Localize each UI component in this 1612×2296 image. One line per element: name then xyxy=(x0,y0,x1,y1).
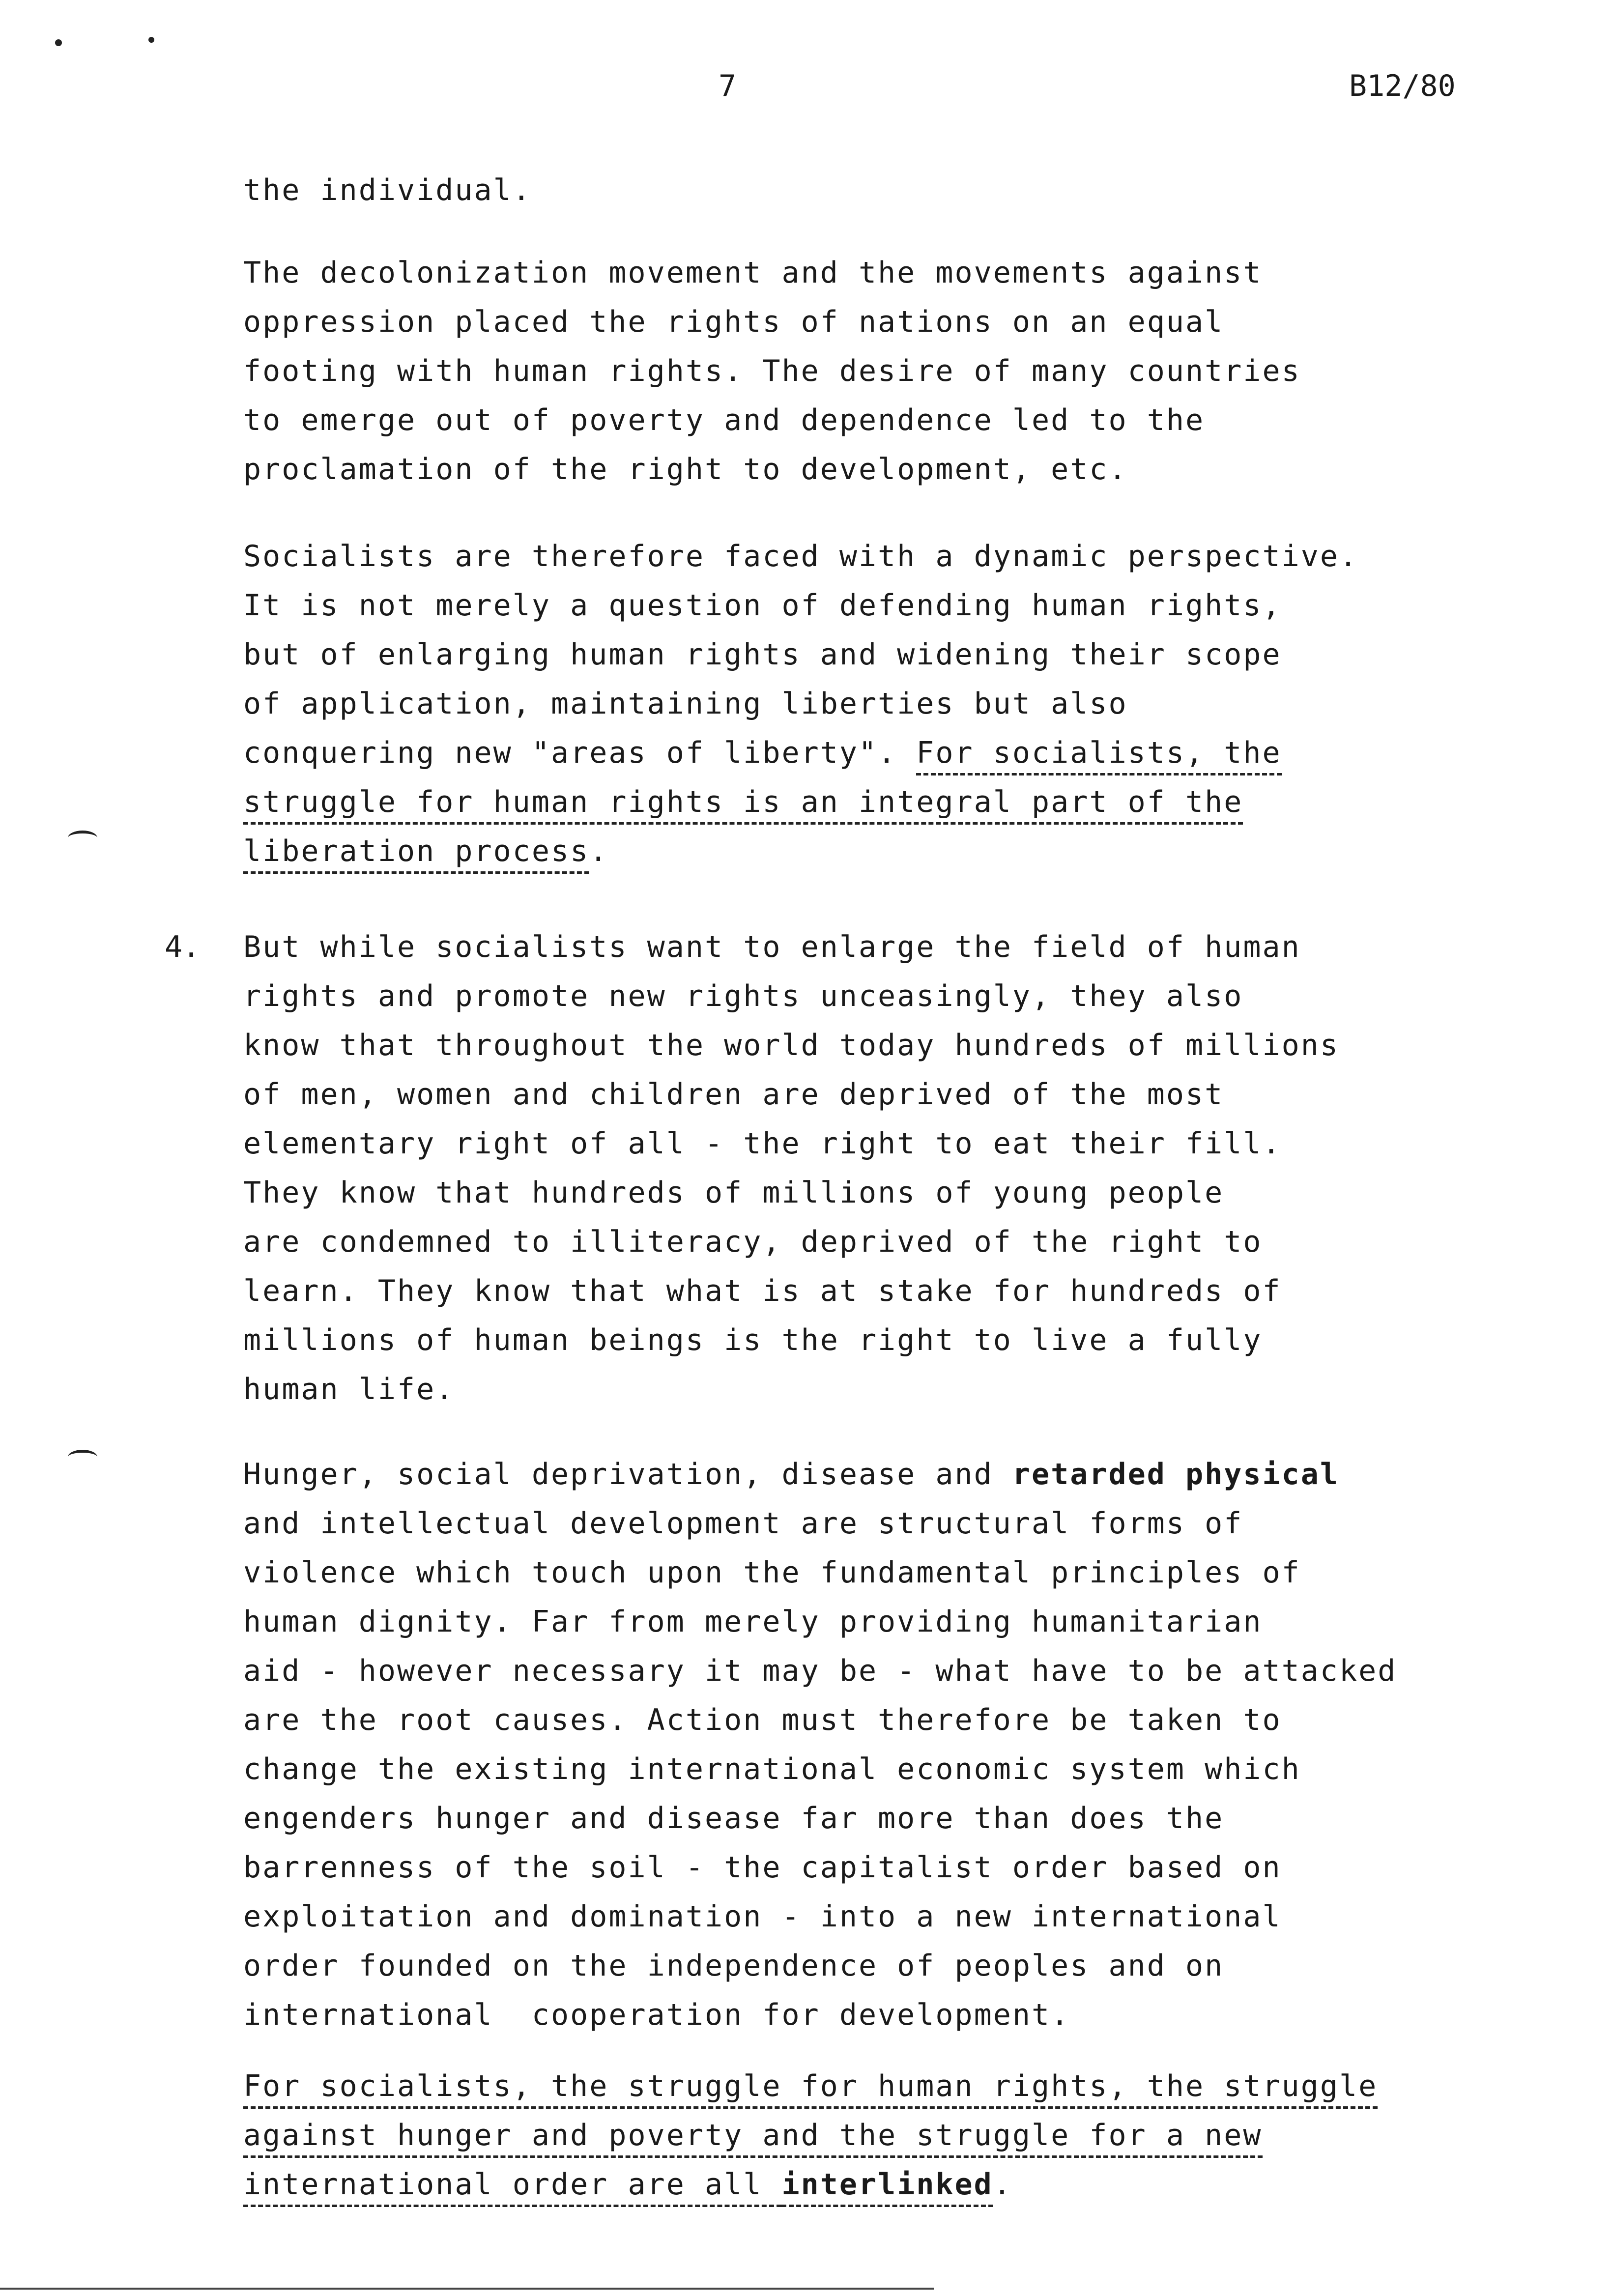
text-line xyxy=(243,1602,1263,1641)
text-segment: and intellectual development are structural forms of xyxy=(243,1506,1243,1541)
text-line xyxy=(243,1320,1263,1360)
text-line xyxy=(243,1370,455,1409)
text-segment: of application, maintaining liberties but also xyxy=(243,687,1128,721)
text-line xyxy=(243,1848,1282,1887)
text-line xyxy=(243,684,1128,723)
margin-mark xyxy=(68,1450,97,1464)
text-line xyxy=(243,450,1128,489)
text-segment: barrenness of the soil - the capitalist order based on xyxy=(243,1850,1282,1885)
text-segment: proclamation of the right to development, etc. xyxy=(243,452,1128,487)
text-segment: millions of human beings is the right to live a fully xyxy=(243,1323,1263,1357)
bottom-rule xyxy=(0,2288,934,2290)
text-segment: of men, women and children are deprived of the most xyxy=(243,1077,1224,1112)
document-reference: B12/80 xyxy=(1349,69,1456,103)
text-segment: Socialists are therefore faced with a dynamic perspective. xyxy=(243,539,1359,574)
text-segment: Hunger, social deprivation, disease and xyxy=(243,1457,1012,1492)
text-segment: human life. xyxy=(243,1372,455,1406)
text-segment: learn. They know that what is at stake for hundreds of xyxy=(243,1274,1282,1308)
text-segment: international cooperation for development. xyxy=(243,1998,1070,2032)
text-line xyxy=(243,253,1263,292)
text-segment: are the root causes. Action must therefore be taken to xyxy=(243,1703,1282,1737)
text-segment: footing with human rights. The desire of many countries xyxy=(243,354,1301,388)
text-line xyxy=(243,2165,1012,2204)
text-line xyxy=(243,635,1282,674)
underlined-text: For socialists, the struggle for human rights, the struggle xyxy=(243,2069,1378,2109)
text-segment: rights and promote new rights unceasingly, they also xyxy=(243,979,1243,1013)
text-segment: aid - however necessary it may be - what have to be attacked xyxy=(243,1654,1397,1688)
text-segment: know that throughout the world today hundreds of millions xyxy=(243,1028,1340,1062)
text-segment: change the existing international economic system which xyxy=(243,1752,1301,1786)
text-segment: oppression placed the rights of nations on an equal xyxy=(243,305,1224,339)
text-line xyxy=(243,351,1301,391)
underlined-text: For socialists, the xyxy=(916,736,1281,775)
margin-mark xyxy=(68,831,97,845)
text-line xyxy=(243,976,1243,1016)
text-segment: but of enlarging human rights and widening their scope xyxy=(243,637,1282,672)
text-line xyxy=(243,171,532,210)
scan-dot xyxy=(55,39,62,46)
text-segment: . xyxy=(993,2167,1012,2202)
text-line xyxy=(243,586,1282,625)
page-number: 7 xyxy=(719,69,737,103)
text-line xyxy=(243,2116,1263,2155)
text-segment: . xyxy=(589,834,609,868)
text-segment: But while socialists want to enlarge the field of human xyxy=(243,930,1301,964)
text-segment: engenders hunger and disease far more than does the xyxy=(243,1801,1224,1836)
text-line xyxy=(243,1651,1397,1691)
text-line xyxy=(243,1455,1339,1494)
text-segment: the individual. xyxy=(243,173,532,207)
text-line xyxy=(243,1026,1339,1065)
underlined-text: interlinked xyxy=(781,2167,993,2207)
text-line xyxy=(243,1995,1070,2035)
text-segment: It is not merely a question of defending human rights, xyxy=(243,588,1282,623)
text-line xyxy=(243,1799,1224,1838)
text-line xyxy=(243,1897,1282,1936)
underlined-text: struggle for human rights is an integral part of the xyxy=(243,785,1243,825)
text-segment: to emerge out of poverty and dependence led to the xyxy=(243,403,1205,437)
underlined-text: against hunger and poverty and the struggle for a new xyxy=(243,2118,1263,2158)
text-line xyxy=(243,1222,1263,1262)
underlined-text: international order are all xyxy=(243,2167,781,2207)
text-line xyxy=(243,537,1358,576)
scan-dot xyxy=(148,37,154,43)
text-line xyxy=(243,401,1205,440)
text-segment: exploitation and domination - into a new international xyxy=(243,1899,1282,1934)
text-line xyxy=(243,1271,1282,1311)
text-line xyxy=(243,927,1301,967)
text-segment: They know that hundreds of millions of young people xyxy=(243,1176,1224,1210)
text-line xyxy=(243,733,1282,773)
text-segment: order founded on the independence of peoples and on xyxy=(243,1949,1224,1983)
text-line xyxy=(243,302,1224,342)
text-line xyxy=(243,1946,1224,1985)
text-line xyxy=(243,1075,1224,1114)
text-segment: elementary right of all - the right to eat their fill. xyxy=(243,1126,1282,1161)
text-line xyxy=(243,1750,1301,1789)
text-segment: human dignity. Far from merely providing humanitarian xyxy=(243,1605,1263,1639)
text-segment: conquering new "areas of liberty". xyxy=(243,736,917,770)
text-line xyxy=(243,1700,1282,1740)
text-line xyxy=(243,1553,1301,1592)
underlined-text: liberation process xyxy=(243,834,589,874)
text-line xyxy=(243,782,1243,822)
text-segment: The decolonization movement and the movements against xyxy=(243,256,1263,290)
text-segment: violence which touch upon the fundamental principles of xyxy=(243,1555,1301,1590)
text-line xyxy=(243,1504,1243,1543)
text-segment: are condemned to illiteracy, deprived of the right to xyxy=(243,1225,1263,1259)
text-line xyxy=(243,2066,1378,2106)
bold-text: retarded physical xyxy=(1012,1457,1340,1492)
text-line xyxy=(243,1124,1282,1163)
text-line xyxy=(243,1173,1224,1212)
text-line xyxy=(243,832,608,871)
list-number: 4. xyxy=(165,930,201,964)
